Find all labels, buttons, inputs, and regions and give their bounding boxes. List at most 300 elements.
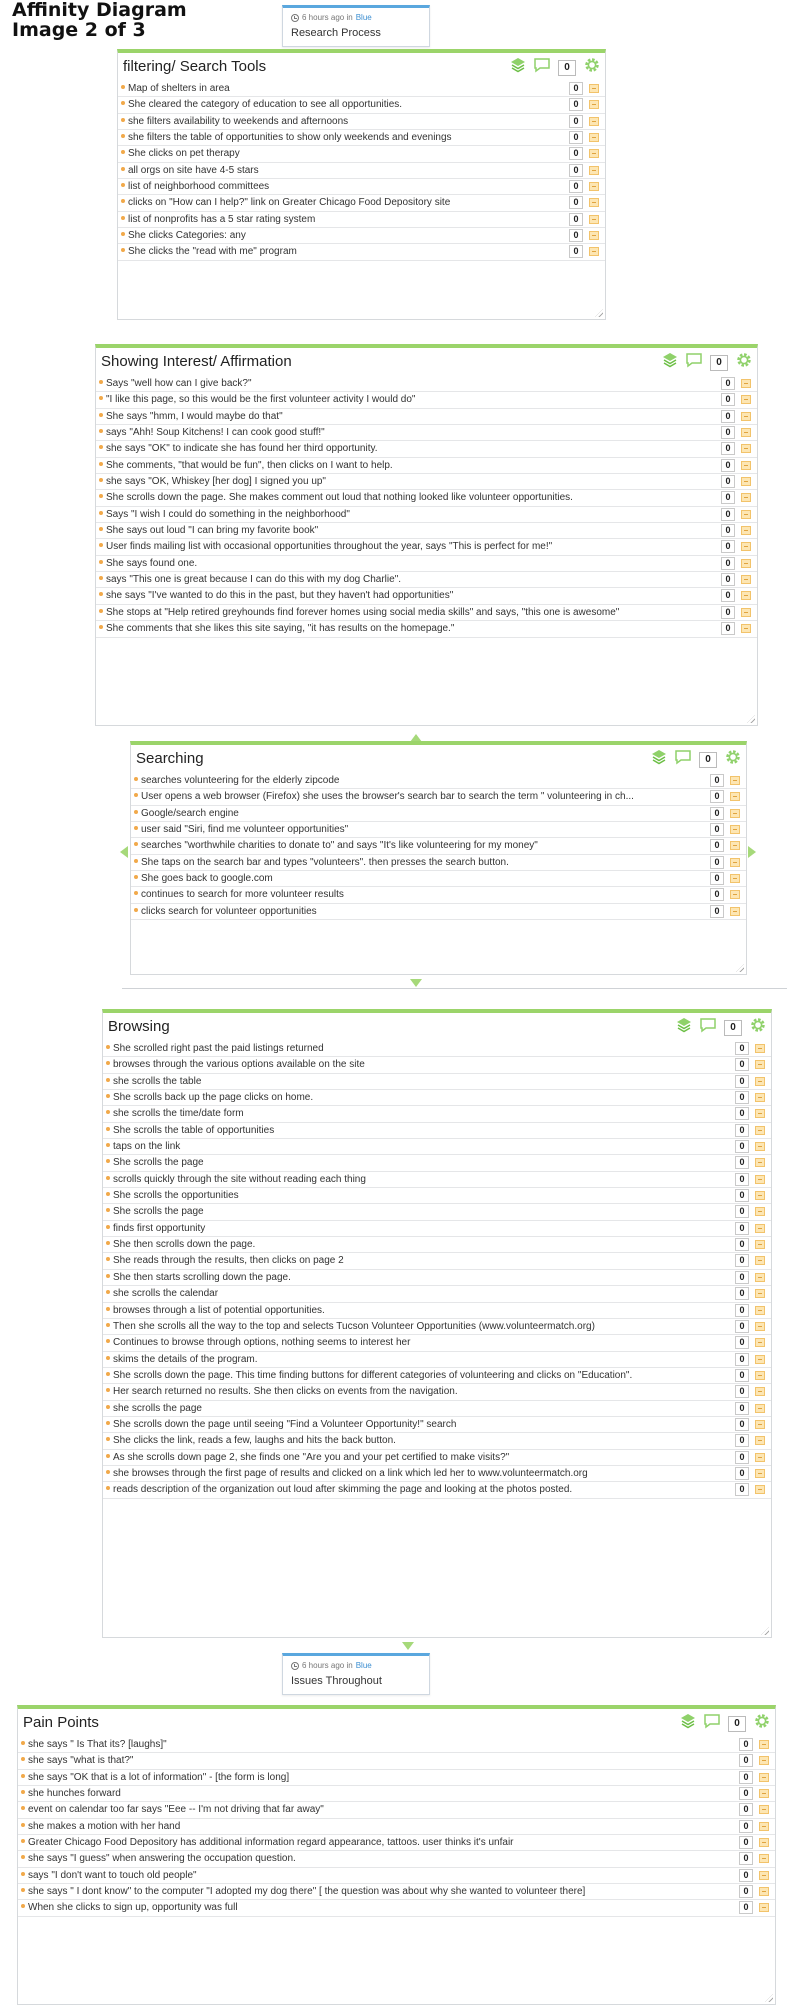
sticky-note-icon[interactable] — [755, 1371, 765, 1380]
item-vote-count[interactable]: 0 — [721, 410, 735, 423]
item-vote-count[interactable]: 0 — [721, 557, 735, 570]
item-vote-count[interactable]: 0 — [735, 1205, 749, 1218]
sticky-note-icon[interactable] — [759, 1854, 769, 1863]
list-item[interactable] — [18, 1753, 775, 1769]
arrow-down-icon[interactable] — [402, 1642, 414, 1650]
item-text: "I like this page, so this would be the first volunteer activity I would do" — [106, 394, 416, 406]
vote-count[interactable]: 0 — [724, 1020, 742, 1036]
gear-icon[interactable] — [749, 1016, 767, 1039]
list-item[interactable] — [96, 392, 757, 408]
sticky-note-icon[interactable] — [730, 890, 740, 899]
item-vote-count[interactable]: 0 — [710, 856, 724, 869]
sticky-note-icon[interactable] — [755, 1485, 765, 1494]
item-vote-count[interactable]: 0 — [721, 426, 735, 439]
list-item[interactable] — [96, 490, 757, 506]
sticky-note-icon[interactable] — [755, 1077, 765, 1086]
sticky-note-icon[interactable] — [741, 542, 751, 551]
item-text: She scrolls down the page. She makes comment out loud that nothing looked like volunteer opportunities. — [106, 492, 573, 504]
list-item[interactable] — [131, 855, 746, 871]
item-text: browses through a list of potential opportunities. — [113, 1304, 325, 1316]
list-item[interactable] — [96, 523, 757, 539]
sticky-note-icon[interactable] — [730, 825, 740, 834]
item-vote-count[interactable]: 0 — [735, 1353, 749, 1366]
vote-count[interactable]: 0 — [710, 355, 728, 371]
bullet-icon — [134, 842, 138, 846]
list-item[interactable] — [103, 1106, 771, 1122]
list-item[interactable] — [103, 1368, 771, 1384]
layers-icon[interactable] — [651, 749, 667, 770]
list-item[interactable] — [18, 1802, 775, 1818]
sticky-note-icon[interactable] — [589, 198, 599, 207]
group-searching[interactable] — [130, 741, 747, 975]
group-showing-interest[interactable] — [95, 344, 758, 726]
sticky-note-icon[interactable] — [755, 1322, 765, 1331]
list-item[interactable] — [103, 1074, 771, 1090]
list-item[interactable] — [131, 822, 746, 838]
sticky-note-icon[interactable] — [759, 1740, 769, 1749]
resize-handle-icon[interactable] — [761, 1627, 769, 1635]
item-text: she hunches forward — [28, 1788, 121, 1800]
list-item[interactable] — [96, 458, 757, 474]
comment-icon[interactable] — [685, 352, 703, 373]
item-vote-count[interactable]: 0 — [739, 1771, 753, 1784]
list-item[interactable] — [118, 97, 605, 113]
list-item[interactable] — [96, 441, 757, 457]
list-item[interactable] — [96, 409, 757, 425]
resize-handle-icon[interactable] — [595, 309, 603, 317]
item-text: she says "I guess" when answering the occupation question. — [28, 1853, 296, 1865]
item-text: she scrolls the calendar — [113, 1288, 219, 1300]
list-item[interactable] — [103, 1221, 771, 1237]
list-item[interactable] — [131, 871, 746, 887]
list-item[interactable] — [103, 1384, 771, 1400]
list-item[interactable] — [103, 1319, 771, 1335]
item-vote-count[interactable]: 0 — [569, 82, 583, 95]
item-text: user said "Siri, find me volunteer opportunities" — [141, 824, 349, 836]
item-vote-count[interactable]: 0 — [721, 459, 735, 472]
item-vote-count[interactable]: 0 — [721, 393, 735, 406]
sticky-note-icon[interactable] — [741, 412, 751, 421]
item-vote-count[interactable]: 0 — [569, 213, 583, 226]
item-vote-count[interactable]: 0 — [710, 774, 724, 787]
bullet-icon — [99, 592, 103, 596]
item-vote-count[interactable]: 0 — [569, 131, 583, 144]
sticky-note-icon[interactable] — [730, 792, 740, 801]
bullet-icon — [99, 527, 103, 531]
layers-icon[interactable] — [510, 57, 526, 78]
item-vote-count[interactable]: 0 — [735, 1075, 749, 1088]
note-board-link[interactable]: Blue — [355, 1661, 372, 1670]
list-item[interactable] — [96, 572, 757, 588]
item-vote-count[interactable]: 0 — [721, 377, 735, 390]
item-vote-count[interactable]: 0 — [735, 1385, 749, 1398]
sticky-note-icon[interactable] — [759, 1887, 769, 1896]
list-item[interactable] — [118, 163, 605, 179]
sticky-note-icon[interactable] — [755, 1469, 765, 1478]
item-text: Google/search engine — [141, 807, 239, 819]
sticky-note-icon[interactable] — [755, 1158, 765, 1167]
item-vote-count[interactable]: 0 — [721, 475, 735, 488]
sticky-note-icon[interactable] — [755, 1207, 765, 1216]
item-vote-count[interactable]: 0 — [735, 1189, 749, 1202]
item-list — [103, 1041, 771, 1499]
sticky-note-icon[interactable] — [741, 510, 751, 519]
resize-handle-icon[interactable] — [747, 715, 755, 723]
resize-handle-icon[interactable] — [736, 964, 744, 972]
list-item[interactable] — [103, 1433, 771, 1449]
item-vote-count[interactable]: 0 — [735, 1042, 749, 1055]
list-item[interactable] — [18, 1835, 775, 1851]
item-vote-count[interactable]: 0 — [735, 1287, 749, 1300]
sticky-note-icon[interactable] — [755, 1093, 765, 1102]
list-item[interactable] — [96, 539, 757, 555]
list-item[interactable] — [18, 1819, 775, 1835]
list-item[interactable] — [18, 1884, 775, 1900]
sticky-note-icon[interactable] — [755, 1142, 765, 1151]
list-item[interactable] — [96, 621, 757, 637]
bullet-icon — [106, 1372, 110, 1376]
item-vote-count[interactable]: 0 — [735, 1271, 749, 1284]
list-item[interactable] — [118, 81, 605, 97]
item-vote-count[interactable]: 0 — [569, 164, 583, 177]
item-vote-count[interactable]: 0 — [569, 229, 583, 242]
sticky-note-icon[interactable] — [755, 1060, 765, 1069]
sticky-note-icon[interactable] — [589, 215, 599, 224]
sticky-note-icon[interactable] — [759, 1838, 769, 1847]
list-item[interactable] — [18, 1868, 775, 1884]
item-vote-count[interactable]: 0 — [739, 1738, 753, 1751]
item-vote-count[interactable]: 0 — [710, 888, 724, 901]
list-item[interactable] — [118, 114, 605, 130]
group-pain-points[interactable] — [17, 1705, 776, 2005]
note-issues-throughout[interactable] — [282, 1653, 430, 1695]
list-item[interactable] — [96, 605, 757, 621]
list-item[interactable] — [131, 838, 746, 854]
item-vote-count[interactable]: 0 — [735, 1140, 749, 1153]
sticky-note-icon[interactable] — [741, 461, 751, 470]
sticky-note-icon[interactable] — [741, 477, 751, 486]
list-item[interactable] — [131, 773, 746, 789]
item-vote-count[interactable]: 0 — [721, 524, 735, 537]
item-text: she says "OK" to indicate she has found her third opportunity. — [106, 443, 378, 455]
list-item[interactable] — [103, 1352, 771, 1368]
list-item[interactable] — [131, 887, 746, 903]
item-vote-count[interactable]: 0 — [721, 491, 735, 504]
item-text: all orgs on site have 4-5 stars — [128, 164, 259, 176]
sticky-note-icon[interactable] — [759, 1822, 769, 1831]
list-item[interactable] — [96, 588, 757, 604]
clock-icon — [291, 1662, 299, 1670]
sticky-note-icon[interactable] — [589, 231, 599, 240]
list-item[interactable] — [103, 1417, 771, 1433]
bullet-icon — [121, 183, 125, 187]
item-vote-count[interactable]: 0 — [735, 1222, 749, 1235]
sticky-note-icon[interactable] — [755, 1453, 765, 1462]
list-item[interactable] — [103, 1286, 771, 1302]
sticky-note-icon[interactable] — [741, 379, 751, 388]
list-item[interactable] — [118, 130, 605, 146]
item-vote-count[interactable]: 0 — [735, 1402, 749, 1415]
sticky-note-icon[interactable] — [755, 1404, 765, 1413]
list-item[interactable] — [18, 1851, 775, 1867]
list-item[interactable] — [103, 1303, 771, 1319]
sticky-note-icon[interactable] — [759, 1871, 769, 1880]
sticky-note-icon[interactable] — [741, 608, 751, 617]
sticky-note-icon[interactable] — [755, 1355, 765, 1364]
note-research-process[interactable] — [282, 5, 430, 47]
item-vote-count[interactable]: 0 — [735, 1434, 749, 1447]
vote-count[interactable]: 0 — [558, 60, 576, 76]
sticky-note-icon[interactable] — [759, 1789, 769, 1798]
item-vote-count[interactable]: 0 — [739, 1787, 753, 1800]
comment-icon[interactable] — [674, 749, 692, 770]
item-text: She scrolls the opportunities — [113, 1190, 239, 1202]
list-item[interactable] — [118, 179, 605, 195]
list-item[interactable] — [103, 1237, 771, 1253]
list-item[interactable] — [103, 1057, 771, 1073]
sticky-note-icon[interactable] — [741, 624, 751, 633]
arrow-down-icon[interactable] — [410, 979, 422, 987]
item-vote-count[interactable]: 0 — [735, 1254, 749, 1267]
sticky-note-icon[interactable] — [755, 1273, 765, 1282]
item-vote-count[interactable]: 0 — [569, 245, 583, 258]
list-item[interactable] — [103, 1090, 771, 1106]
item-vote-count[interactable]: 0 — [721, 508, 735, 521]
item-vote-count[interactable]: 0 — [569, 196, 583, 209]
sticky-note-icon[interactable] — [755, 1175, 765, 1184]
bullet-icon — [134, 875, 138, 879]
item-vote-count[interactable]: 0 — [739, 1754, 753, 1767]
item-vote-count[interactable]: 0 — [710, 823, 724, 836]
item-vote-count[interactable]: 0 — [721, 442, 735, 455]
list-item[interactable] — [103, 1172, 771, 1188]
sticky-note-icon[interactable] — [730, 841, 740, 850]
item-text: searches volunteering for the elderly zipcode — [141, 775, 340, 786]
group-title[interactable]: Browsing — [108, 1018, 170, 1035]
layers-icon[interactable] — [676, 1017, 692, 1038]
arrow-right-icon[interactable] — [748, 846, 756, 858]
item-vote-count[interactable]: 0 — [739, 1885, 753, 1898]
sticky-note-icon[interactable] — [759, 1773, 769, 1782]
item-text: she scrolls the table — [113, 1075, 202, 1087]
sticky-note-icon[interactable] — [730, 809, 740, 818]
sticky-note-icon[interactable] — [741, 526, 751, 535]
sticky-note-icon[interactable] — [741, 428, 751, 437]
sticky-note-icon[interactable] — [589, 247, 599, 256]
list-item[interactable] — [103, 1253, 771, 1269]
list-item[interactable] — [103, 1466, 771, 1482]
item-text: says "I don't want to touch old people" — [28, 1869, 197, 1881]
sticky-note-icon[interactable] — [589, 166, 599, 175]
sticky-note-icon[interactable] — [730, 776, 740, 785]
sticky-note-icon[interactable] — [759, 1903, 769, 1912]
note-board-link[interactable]: Blue — [355, 13, 372, 22]
group-title[interactable]: Pain Points — [23, 1714, 99, 1731]
sticky-note-icon[interactable] — [730, 858, 740, 867]
sticky-note-icon[interactable] — [741, 493, 751, 502]
list-item[interactable] — [18, 1900, 775, 1916]
sticky-note-icon[interactable] — [589, 84, 599, 93]
sticky-note-icon[interactable] — [589, 117, 599, 126]
item-vote-count[interactable]: 0 — [735, 1483, 749, 1496]
list-item[interactable] — [18, 1737, 775, 1753]
list-item[interactable] — [103, 1155, 771, 1171]
item-text: scrolls quickly through the site without reading each thing — [113, 1173, 366, 1185]
item-vote-count[interactable]: 0 — [739, 1869, 753, 1882]
item-vote-count[interactable]: 0 — [721, 573, 735, 586]
list-item[interactable] — [96, 376, 757, 392]
sticky-note-icon[interactable] — [589, 133, 599, 142]
item-vote-count[interactable]: 0 — [735, 1238, 749, 1251]
vote-count[interactable]: 0 — [728, 1716, 746, 1732]
list-item[interactable] — [131, 806, 746, 822]
list-item[interactable] — [96, 474, 757, 490]
sticky-note-icon[interactable] — [741, 559, 751, 568]
item-vote-count[interactable]: 0 — [710, 872, 724, 885]
item-vote-count[interactable]: 0 — [735, 1369, 749, 1382]
sticky-note-icon[interactable] — [741, 591, 751, 600]
item-vote-count[interactable]: 0 — [710, 807, 724, 820]
item-vote-count[interactable]: 0 — [735, 1173, 749, 1186]
item-vote-count[interactable]: 0 — [735, 1091, 749, 1104]
group-title[interactable]: Showing Interest/ Affirmation — [101, 353, 292, 370]
item-vote-count[interactable]: 0 — [710, 905, 724, 918]
item-vote-count[interactable]: 0 — [735, 1418, 749, 1431]
item-vote-count[interactable]: 0 — [735, 1336, 749, 1349]
sticky-note-icon[interactable] — [755, 1044, 765, 1053]
sticky-note-icon[interactable] — [755, 1126, 765, 1135]
sticky-note-icon[interactable] — [755, 1436, 765, 1445]
item-text: She then scrolls down the page. — [113, 1239, 256, 1251]
item-vote-count[interactable]: 0 — [710, 790, 724, 803]
item-vote-count[interactable]: 0 — [569, 147, 583, 160]
list-item[interactable] — [18, 1770, 775, 1786]
comment-icon[interactable] — [703, 1713, 721, 1734]
sticky-note-icon[interactable] — [755, 1338, 765, 1347]
item-vote-count[interactable]: 0 — [739, 1901, 753, 1914]
gear-icon[interactable] — [583, 56, 601, 79]
sticky-note-icon[interactable] — [730, 874, 740, 883]
sticky-note-icon[interactable] — [755, 1191, 765, 1200]
group-filtering-search-tools[interactable] — [117, 49, 606, 320]
bullet-icon — [99, 576, 103, 580]
list-item[interactable] — [96, 425, 757, 441]
sticky-note-icon[interactable] — [759, 1805, 769, 1814]
sticky-note-icon[interactable] — [755, 1240, 765, 1249]
list-item[interactable] — [131, 789, 746, 805]
sticky-note-icon[interactable] — [741, 575, 751, 584]
bullet-icon — [106, 1176, 110, 1180]
item-vote-count[interactable]: 0 — [721, 606, 735, 619]
item-vote-count[interactable]: 0 — [569, 180, 583, 193]
list-item[interactable] — [103, 1123, 771, 1139]
item-vote-count[interactable]: 0 — [739, 1836, 753, 1849]
item-vote-count[interactable]: 0 — [735, 1304, 749, 1317]
sticky-note-icon[interactable] — [589, 149, 599, 158]
sticky-note-icon[interactable] — [759, 1756, 769, 1765]
item-vote-count[interactable]: 0 — [739, 1820, 753, 1833]
list-item[interactable] — [103, 1482, 771, 1498]
group-title[interactable]: Searching — [136, 750, 204, 767]
group-toolbar — [676, 1016, 767, 1039]
layers-icon[interactable] — [662, 352, 678, 373]
gear-icon[interactable] — [735, 351, 753, 374]
sticky-note-icon[interactable] — [755, 1387, 765, 1396]
gear-icon[interactable] — [724, 748, 742, 771]
sticky-note-icon[interactable] — [755, 1306, 765, 1315]
item-vote-count[interactable]: 0 — [735, 1451, 749, 1464]
list-item[interactable] — [103, 1450, 771, 1466]
item-vote-count[interactable]: 0 — [735, 1107, 749, 1120]
list-item[interactable] — [118, 244, 605, 260]
list-item[interactable] — [103, 1335, 771, 1351]
sticky-note-icon[interactable] — [755, 1289, 765, 1298]
gear-icon[interactable] — [753, 1712, 771, 1735]
list-item[interactable] — [103, 1041, 771, 1057]
layers-icon[interactable] — [680, 1713, 696, 1734]
resize-handle-icon[interactable] — [765, 1994, 773, 2002]
item-vote-count[interactable]: 0 — [569, 115, 583, 128]
item-vote-count[interactable]: 0 — [721, 589, 735, 602]
sticky-note-icon[interactable] — [755, 1109, 765, 1118]
list-item[interactable] — [118, 228, 605, 244]
sticky-note-icon[interactable] — [589, 100, 599, 109]
item-vote-count[interactable]: 0 — [735, 1156, 749, 1169]
vote-count[interactable]: 0 — [699, 752, 717, 768]
item-vote-count[interactable]: 0 — [739, 1803, 753, 1816]
bullet-icon — [21, 1741, 25, 1745]
item-vote-count[interactable]: 0 — [721, 622, 735, 635]
list-item[interactable] — [118, 146, 605, 162]
list-item[interactable] — [103, 1270, 771, 1286]
sticky-note-icon[interactable] — [755, 1256, 765, 1265]
list-item[interactable] — [131, 904, 746, 920]
group-title[interactable]: filtering/ Search Tools — [123, 58, 267, 75]
item-vote-count[interactable]: 0 — [735, 1124, 749, 1137]
bullet-icon — [21, 1855, 25, 1859]
item-vote-count[interactable]: 0 — [569, 98, 583, 111]
list-item[interactable] — [118, 212, 605, 228]
item-vote-count[interactable]: 0 — [721, 540, 735, 553]
list-item[interactable] — [103, 1401, 771, 1417]
sticky-note-icon[interactable] — [755, 1420, 765, 1429]
sticky-note-icon[interactable] — [741, 444, 751, 453]
list-item[interactable] — [18, 1786, 775, 1802]
sticky-note-icon[interactable] — [589, 182, 599, 191]
item-vote-count[interactable]: 0 — [710, 839, 724, 852]
sticky-note-icon[interactable] — [755, 1224, 765, 1233]
list-item[interactable] — [96, 507, 757, 523]
list-item[interactable] — [96, 556, 757, 572]
list-item[interactable] — [118, 195, 605, 211]
item-vote-count[interactable]: 0 — [735, 1467, 749, 1480]
clock-icon — [291, 14, 299, 22]
bullet-icon — [99, 560, 103, 564]
arrow-left-icon[interactable] — [120, 846, 128, 858]
list-item[interactable] — [103, 1188, 771, 1204]
bullet-icon — [99, 478, 103, 482]
item-vote-count[interactable]: 0 — [735, 1320, 749, 1333]
item-vote-count[interactable]: 0 — [739, 1852, 753, 1865]
sticky-note-icon[interactable] — [730, 907, 740, 916]
group-browsing[interactable] — [102, 1009, 772, 1638]
comment-icon[interactable] — [533, 57, 551, 78]
item-vote-count[interactable]: 0 — [735, 1058, 749, 1071]
list-item[interactable] — [103, 1204, 771, 1220]
list-item[interactable] — [103, 1139, 771, 1155]
comment-icon[interactable] — [699, 1017, 717, 1038]
sticky-note-icon[interactable] — [741, 395, 751, 404]
